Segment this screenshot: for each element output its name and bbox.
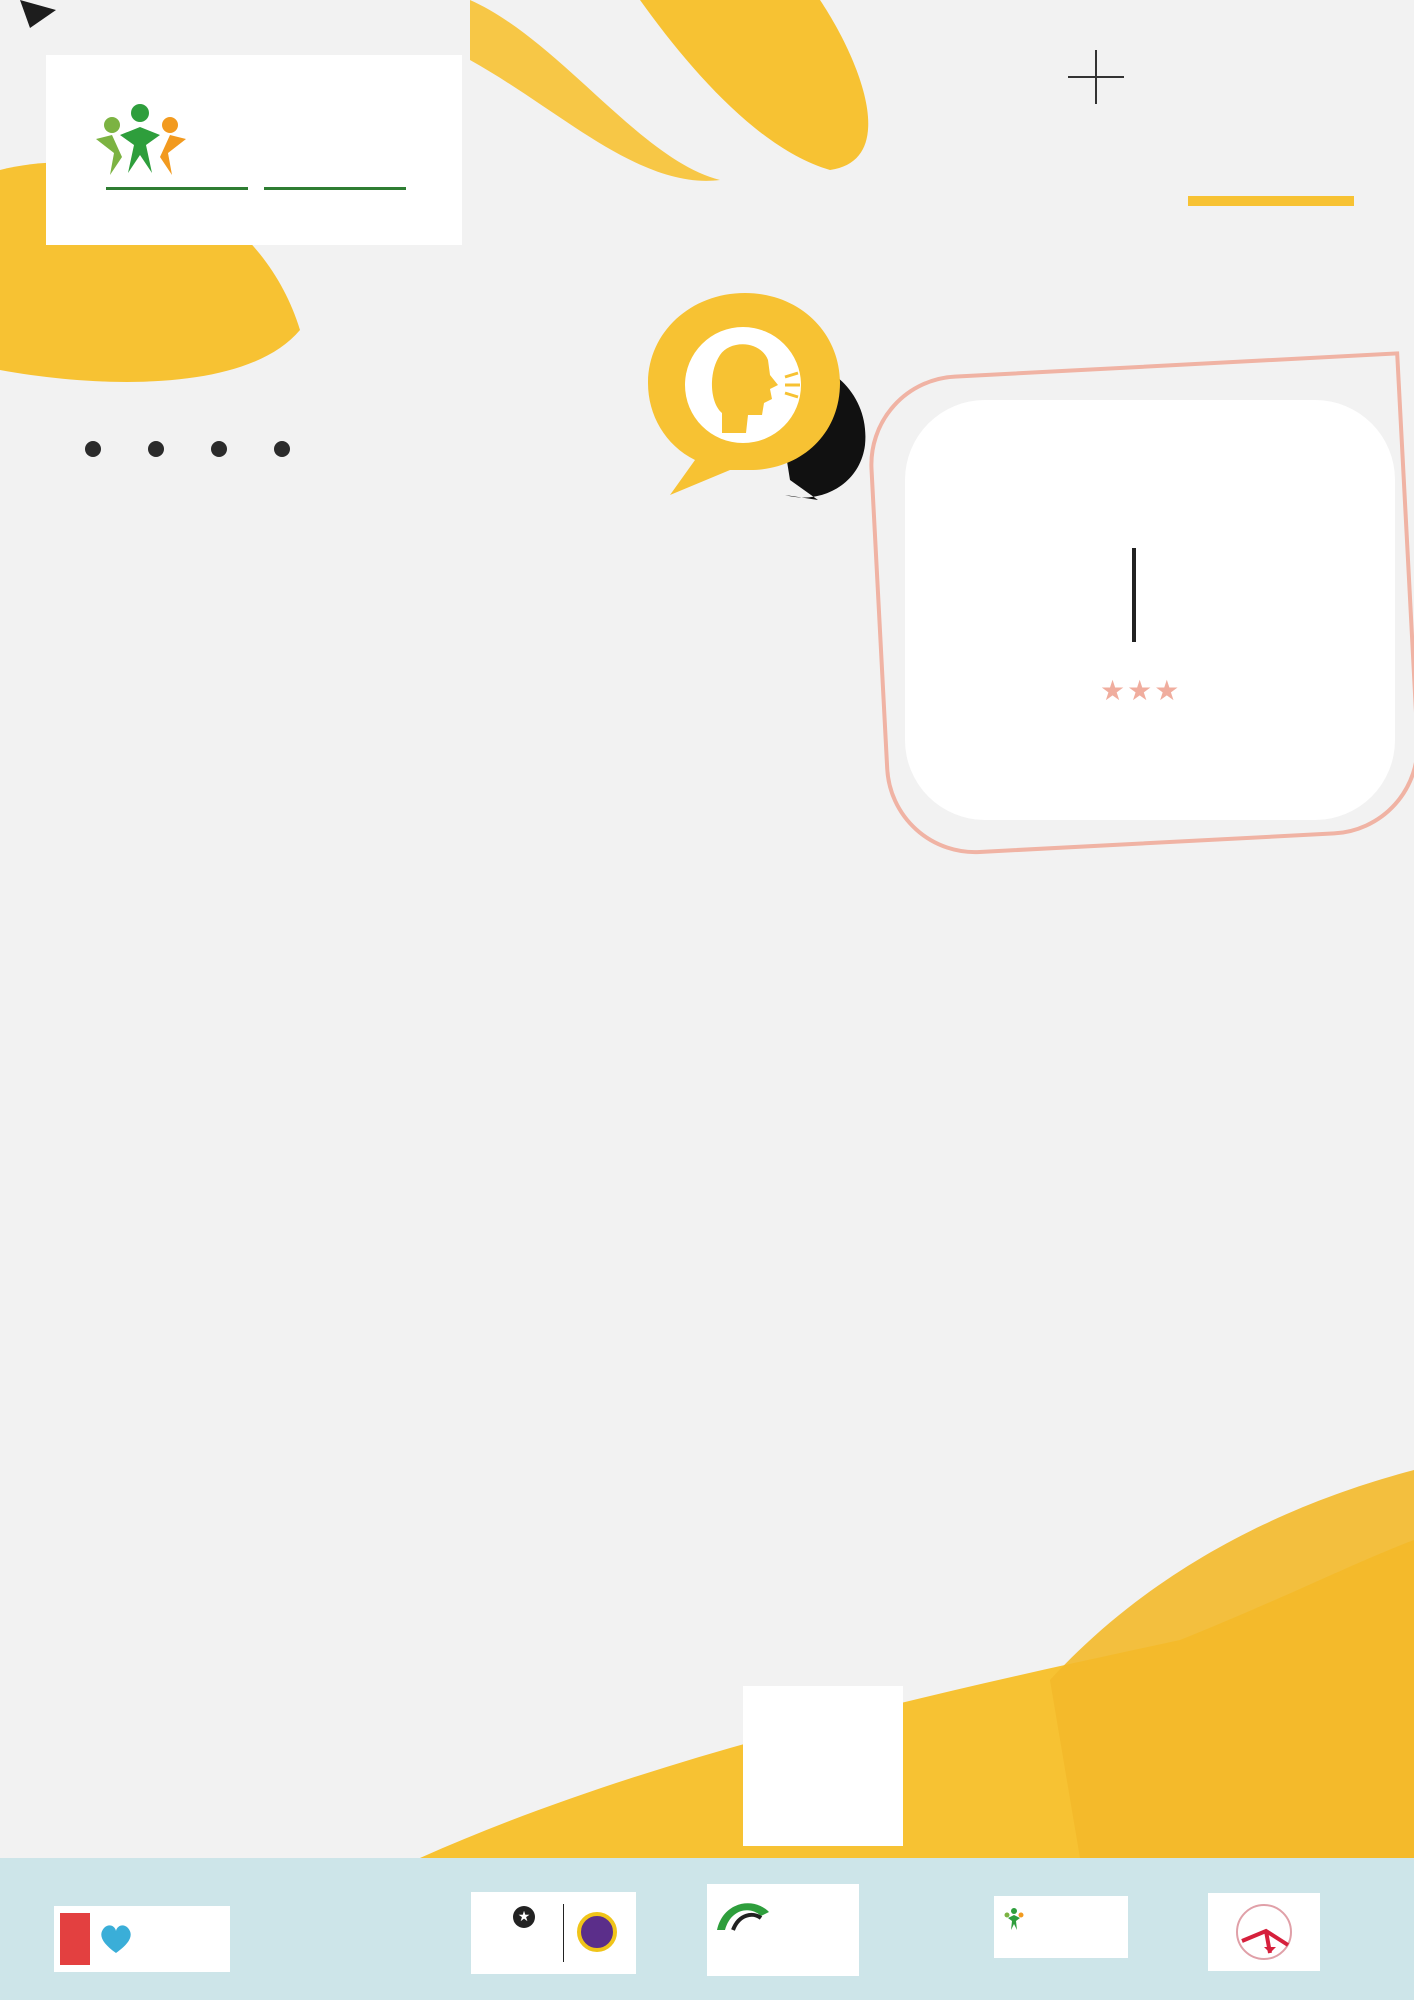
divider [264, 187, 406, 190]
speaking-head-icon [640, 285, 880, 505]
stars-decoration: ★★★ [1100, 674, 1182, 707]
divider [1132, 548, 1136, 642]
yellow-divider [1188, 196, 1354, 206]
people-figures-logo-icon [90, 95, 200, 185]
partner-logo-aveyron [471, 1892, 636, 1974]
partner-logo-cnsa [707, 1884, 859, 1976]
dot-decoration [211, 441, 227, 457]
qr-code-icon [753, 1696, 893, 1836]
divider [563, 1904, 564, 1962]
dot-decoration [85, 441, 101, 457]
dot-decoration [148, 441, 164, 457]
emblem-icon [577, 1912, 617, 1952]
divider [106, 187, 248, 190]
people-figures-logo-icon [1002, 1906, 1026, 1932]
partner-logo-local [1208, 1893, 1320, 1971]
logo-tagline-row [106, 187, 406, 190]
calendar-icon [60, 1913, 90, 1965]
circle-arrows-icon [1226, 1901, 1302, 1963]
dot-decoration [274, 441, 290, 457]
heart-icon [98, 1921, 134, 1957]
partner-logo-admr [994, 1896, 1128, 1958]
registration-qr-code[interactable] [743, 1686, 903, 1846]
admr-logo [46, 55, 462, 245]
plus-decoration [1095, 50, 1097, 104]
star-icon: ★ [513, 1906, 535, 1928]
arc-icon [713, 1894, 773, 1934]
date-card [905, 400, 1395, 820]
partner-logo-journee-aidant [54, 1906, 230, 1972]
